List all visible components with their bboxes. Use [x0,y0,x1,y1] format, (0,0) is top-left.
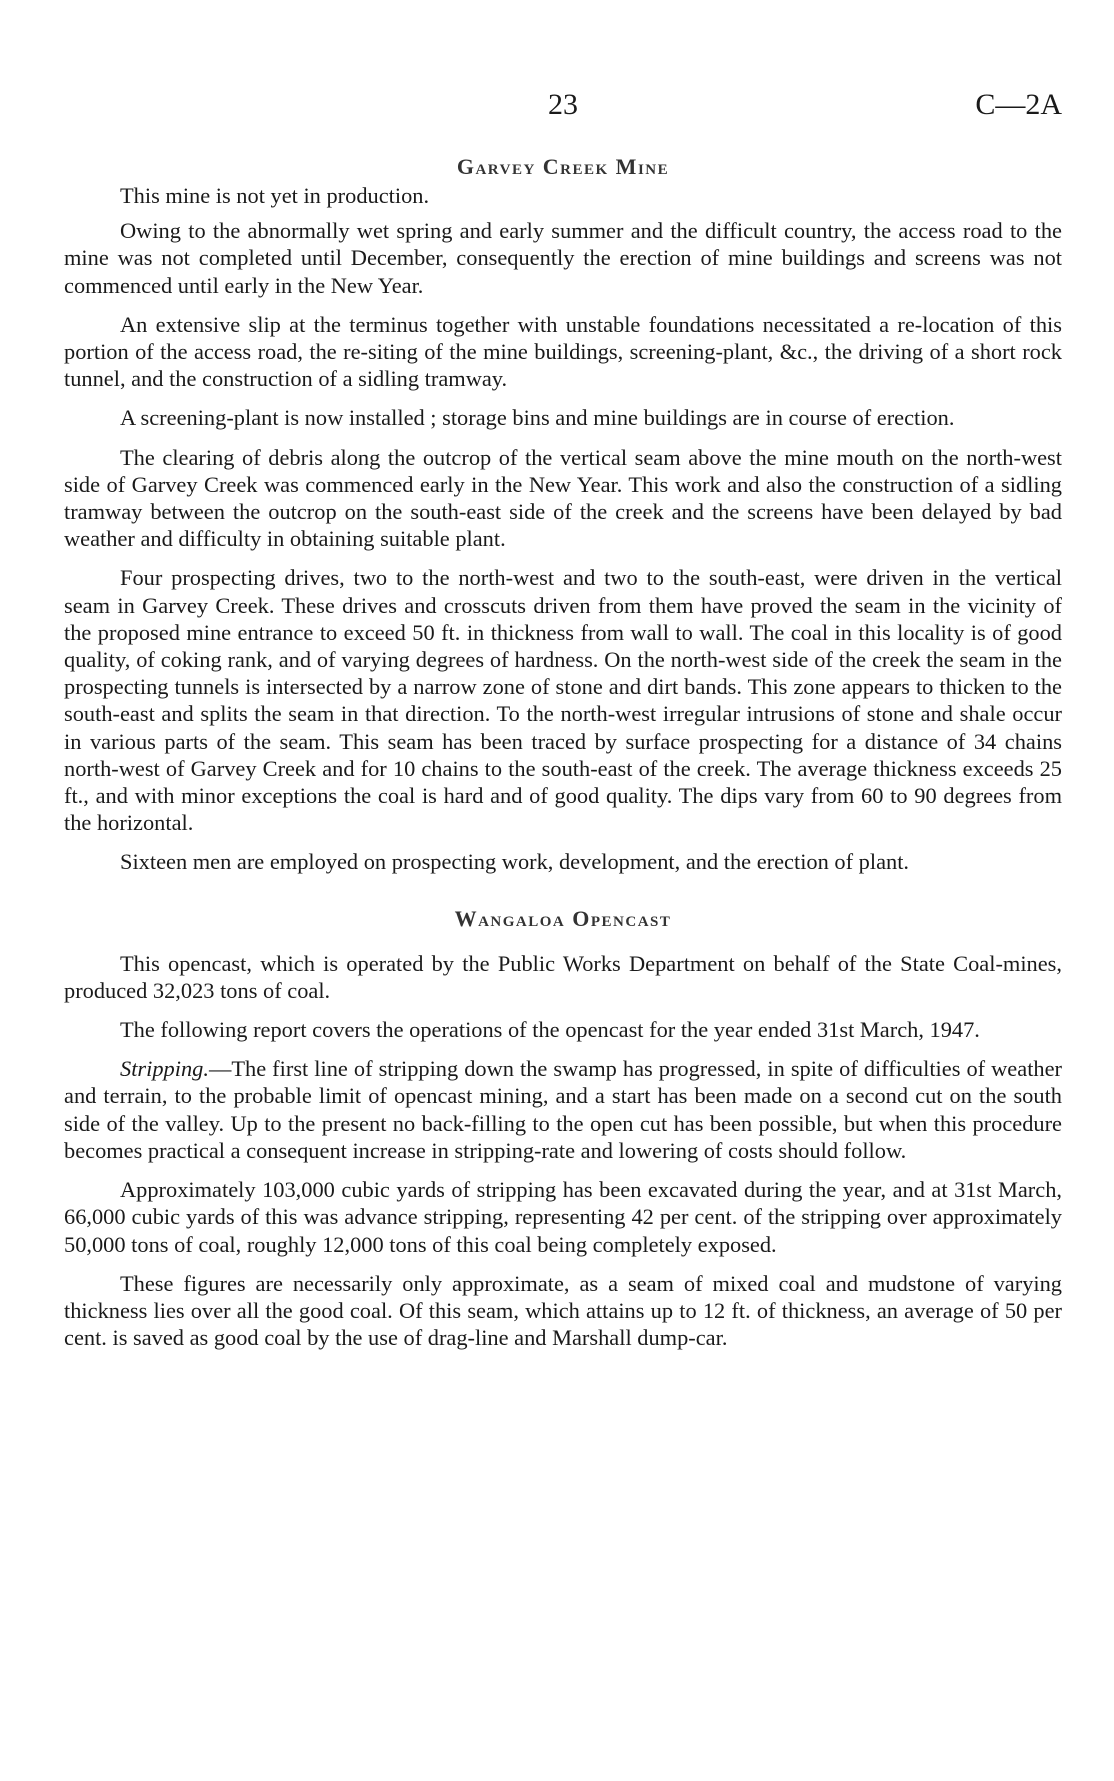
paragraph: This opencast, which is operated by the Public Works Department on behalf of the State Coal-mines, produced 32,023 tons of coal. [64,950,1062,1003]
paragraph: Owing to the abnormally wet spring and early summer and the difficult country, the access road to the mine was not completed until December, consequently the erection of mine buildings and screens was not commenced until early in the New Year. [64,218,1062,298]
paragraph: The following report covers the operations of the opencast for the year ended 31st March, 1947. [120,1017,980,1043]
section-heading-wangaloa-opencast: Wangaloa Opencast [454,905,672,931]
stripping-lead: Stripping. [120,1056,209,1082]
paragraph: Sixteen men are employed on prospecting work, development, and the erection of plant. [120,849,910,875]
paragraph: Approximately 103,000 cubic yards of stripping has been excavated during the year, and at 31st March, 66,000 cubic yards of this was advance stripping, representing 42 per cent. of the stripping over approximately 50,000 tons of coal, roughly 12,000 tons of this coal being completely exposed. [64,1177,1062,1257]
document-page [64,88,1062,1363]
document-code: C—2A [975,88,1062,121]
stripping-paragraph [64,1055,1062,1164]
paragraph: This mine is not yet in production. [120,183,430,208]
paragraph: Four prospecting drives, two to the north-west and two to the south-east, were driven in the vertical seam in Garvey Creek. These drives and crosscuts driven from them have proved the seam in the vicinity of the proposed mine entrance to exceed 50 ft. in thickness from wall to wall. The coal in this locality is of good quality, of coking rank, and of varying degrees of hardness. On the north-west side of the creek the seam in the prospecting tunnels is intersected by a narrow zone of stone and dirt bands. This zone appears to thicken to the south-east and splits the seam in that direction. To the north-west irregular intrusions of stone and shale occur in various parts of the seam. This seam has been traced by surface prospecting for a distance of 34 chains north-west of Garvey Creek and for 10 chains to the south-east of the creek. The average thickness exceeds 25 ft., and with minor exceptions the coal is hard and of good quality. The dips vary from 60 to 90 degrees from the horizontal. [64,565,1062,836]
page-header [64,88,1062,138]
paragraph: The clearing of debris along the outcrop of the vertical seam above the mine mouth on the north-west side of Garvey Creek was commenced early in the New Year. This work and also the construction of a sidling tramway between the outcrop on the south-east side of the creek and the screens have been delayed by bad weather and difficulty in obtaining suitable plant. [64,444,1062,552]
paragraph: An extensive slip at the terminus together with unstable foundations necessitated a re-location of this portion of the access road, the re-siting of the mine buildings, screening-plant, &c., the driving of a short rock tunnel, and the construction of a sidling tramway. [64,311,1062,392]
page-number: 23 [548,88,578,121]
section-heading-garvey-creek-mine: Garvey Creek Mine [456,154,670,179]
paragraph: These figures are necessarily only approximate, as a seam of mixed coal and mudstone of varying thickness lies over all the good coal. Of this seam, which attains up to 12 ft. of thickness, an average of 50 per cent. is saved as good coal by the use of drag-line and Marshall dump-car. [64,1270,1062,1351]
paragraph: A screening-plant is now installed ; storage bins and mine buildings are in course of erection. [120,405,955,431]
stripping-text: —The first line of stripping down the swamp has progressed, in spite of difficulties of weather and terrain, to the probable limit of opencast mining, and a start has been made on a second cut on the south side of the valley. Up to the present no back-filling to the open cut has been possible, but when this procedure becomes practical a consequent increase in stripping-rate and lowering of costs should follow. [64,1056,1062,1163]
